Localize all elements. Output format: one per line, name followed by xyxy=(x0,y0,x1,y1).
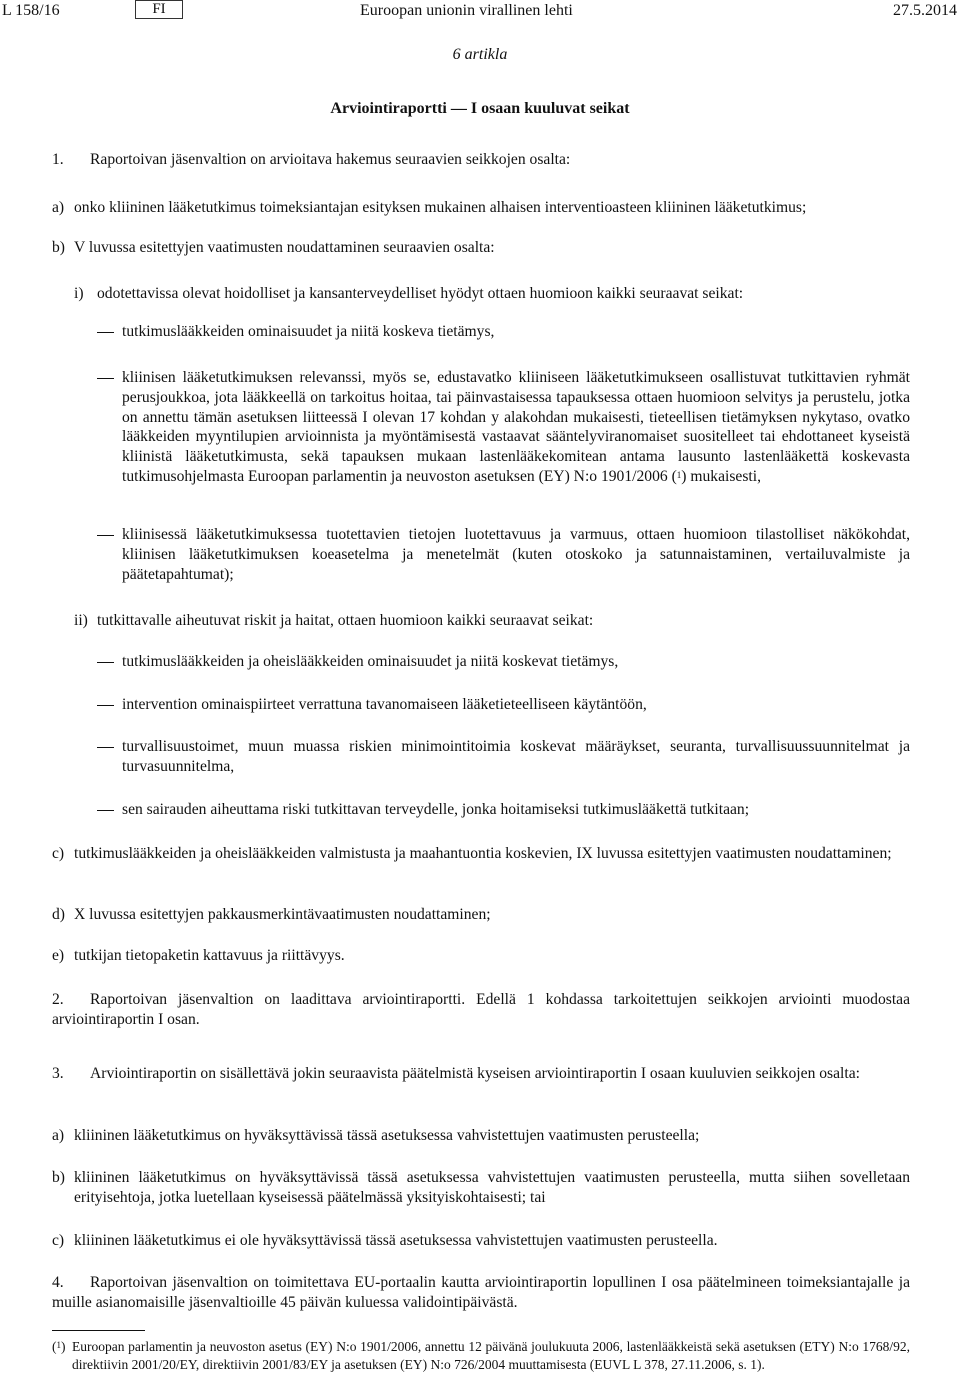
dash-marker xyxy=(97,705,114,706)
paragraph-3 xyxy=(52,1064,910,1084)
footnote-number: 1 xyxy=(56,1340,61,1350)
paragraph-text: Raportoivan jäsenvaltion on arvioitava hakemus seuraavien seikkojen osalta: xyxy=(90,151,571,168)
dash-marker xyxy=(97,332,114,333)
dash-item: turvallisuustoimet, muun muassa riskien minimointitoimia koskevat määräykset, seuranta, turvallisuussuunnitelmat ja turvasuunnitelma, xyxy=(122,738,910,775)
paren-open: ( xyxy=(52,1339,57,1354)
publication-date: 27.5.2014 xyxy=(893,2,957,19)
journal-code: L 158/16 xyxy=(2,2,60,19)
item-c-text: tutkimuslääkkeiden ja oheislääkkeiden valmistusta ja maahantuontia koskevien, IX luvussa esitettyjen vaatimusten noudattaminen; xyxy=(74,845,892,862)
dash-item xyxy=(122,368,910,487)
dash-item: sen sairauden aiheuttama riski tutkittavan terveydelle, jonka hoitamiseksi tutkimuslääkettä tutkitaan; xyxy=(122,801,750,818)
item-marker: a) xyxy=(52,1127,65,1144)
conclusion-c-text: kliininen lääketutkimus ei ole hyväksyttävissä tässä asetuksessa vahvistettujen vaatimusten perusteella. xyxy=(74,1232,718,1249)
journal-title: Euroopan unionin virallinen lehti xyxy=(360,2,573,19)
item-marker: d) xyxy=(52,906,65,923)
item-marker: b) xyxy=(52,1169,65,1186)
item-marker: b) xyxy=(52,239,65,256)
item-marker: e) xyxy=(52,947,65,964)
paragraph-text: Raportoivan jäsenvaltion on toimitettava EU-portaalin kautta arviointiraportin lopullinen I osa päätelmineen toimeksiantajalle ja muille asianomaisille jäsenvaltioille 45 päivän kuluessa validointipäivästä. xyxy=(52,1274,910,1311)
dash-marker xyxy=(97,810,114,811)
dash-item: intervention ominaispiirteet verrattuna tavanomaiseen lääketieteelliseen käytäntöön, xyxy=(122,696,647,713)
dash-item: tutkimuslääkkeiden ja oheislääkkeiden ominaisuudet ja niitä koskevat tietämys, xyxy=(122,653,619,670)
footnote-separator xyxy=(52,1330,145,1331)
paragraph-number: 1. xyxy=(52,151,64,168)
paragraph-text: Raportoivan jäsenvaltion on laadittava arviointiraportti. Edellä 1 kohdassa tarkoitettujen seikkojen arviointi muodostaa arviointiraportin I osan. xyxy=(52,991,910,1028)
item-b-text: V luvussa esitettyjen vaatimusten noudattaminen seuraavien osalta: xyxy=(74,239,495,256)
article-number: 6 artikla xyxy=(452,46,508,63)
conclusion-a-text: kliininen lääketutkimus on hyväksyttävissä tässä asetuksessa vahvistettujen vaatimusten perusteella; xyxy=(74,1127,700,1144)
dash-marker xyxy=(97,378,114,379)
footnote-marker xyxy=(52,1338,72,1356)
item-marker: ii) xyxy=(74,612,88,629)
item-marker: c) xyxy=(52,845,65,862)
paragraph-number: 2. xyxy=(52,991,64,1008)
dash-marker xyxy=(97,662,114,663)
item-marker: a) xyxy=(52,199,65,216)
item-marker: c) xyxy=(52,1232,65,1249)
dash-marker xyxy=(97,535,114,536)
paragraph-4 xyxy=(52,1273,910,1313)
language-box: FI xyxy=(135,0,183,19)
dash-item-tail: ) mukaisesti, xyxy=(681,467,761,485)
paren-close: ) xyxy=(61,1339,66,1354)
item-e-text: tutkijan tietopaketin kattavuus ja riittävyys. xyxy=(74,947,345,964)
item-d-text: X luvussa esitettyjen pakkausmerkintävaatimusten noudattaminen; xyxy=(74,906,491,923)
dash-item-text: kliinisen lääketutkimuksen relevanssi, myös se, edustavatko kliiniseen lääketutkimukseen osallistuvat tutkittavien ryhmät perusjoukkoa, jota lääkkeellä on tarkoitus hoitaa, tai päinvastaisessa tapauksessa ottaen huomioon selvitys ja perustelu, jotka on annettu tämän asetuksen liitteessä I olevan 17 kohdan y alakohdan mukaisesti, tieteellisen tietämyksen nykytaso, ovatko lääkkeiden myyntilupien arvioinnista ja myöntämisestä vastaavat sääntelyviranomaiset suositelleet tai ehdottaneet kyseistä kliinistä lääketutkimusta, sekä tapauksen mukaan lastenlääkekomitean antama lausunto lastenlääkettä koskevasta tutkimusohjelmasta Euroopan parlamentin ja neuvoston asetuksen (EY) N:o 1901/2006 ( xyxy=(122,369,910,485)
item-bii-text: tutkittavalle aiheutuvat riskit ja haitat, ottaen huomioon kaikki seuraavat seikat: xyxy=(97,612,594,629)
article-title: Arviointiraportti — I osaan kuuluvat seikat xyxy=(330,100,630,117)
footnote-text: Euroopan parlamentin ja neuvoston asetus (EY) N:o 1901/2006, annettu 12 päivänä joulukuuta 2006, lastenlääkkeistä sekä asetuksen (ETY) N:o 1768/92, direktiivin 2001/20/EY, direktiivin 2001/83/EY ja asetuksen (EY) N:o 726/2004 muuttamisesta (EUVL L 378, 27.11.2006, s. 1). xyxy=(72,1339,910,1372)
conclusion-b-text: kliininen lääketutkimus on hyväksyttävissä tässä asetuksessa vahvistettujen vaatimusten perusteella, mutta siihen sovelletaan erityisehtoja, jotka luetellaan kyseisessä päätelmässä yksityiskohtaisesti; tai xyxy=(74,1169,910,1206)
dash-item: kliinisessä lääketutkimuksessa tuotettavien tietojen luotettavuus ja varmuus, ottaen huomioon tilastolliset näkökohdat, kliinisen lääketutkimuksen koeasetelma ja menetelmät (kuten otoskoko ja satunnaistaminen, vertailuvalmiste ja päätetapahtumat); xyxy=(122,526,910,583)
paragraph-number: 3. xyxy=(52,1065,64,1082)
dash-item: tutkimuslääkkeiden ominaisuudet ja niitä koskeva tietämys, xyxy=(122,323,495,340)
item-marker: i) xyxy=(74,285,84,302)
dash-marker xyxy=(97,747,114,748)
footnote-ref[interactable]: 1 xyxy=(676,469,682,480)
item-bi-text: odotettavissa olevat hoidolliset ja kansanterveydelliset hyödyt ottaen huomioon kaikki seuraavat seikat: xyxy=(97,285,744,302)
item-a-text: onko kliininen lääketutkimus toimeksiantajan esityksen mukainen alhaisen interventioasteen kliininen lääketutkimus; xyxy=(74,199,807,216)
paragraph-text: Arviointiraportin on sisällettävä jokin seuraavista päätelmistä kyseisen arviointiraportin I osaan kuuluvien seikkojen osalta: xyxy=(90,1065,860,1082)
paragraph-number: 4. xyxy=(52,1274,64,1291)
page-header xyxy=(0,0,960,22)
paragraph-2 xyxy=(52,990,910,1030)
paragraph-1 xyxy=(52,150,910,170)
